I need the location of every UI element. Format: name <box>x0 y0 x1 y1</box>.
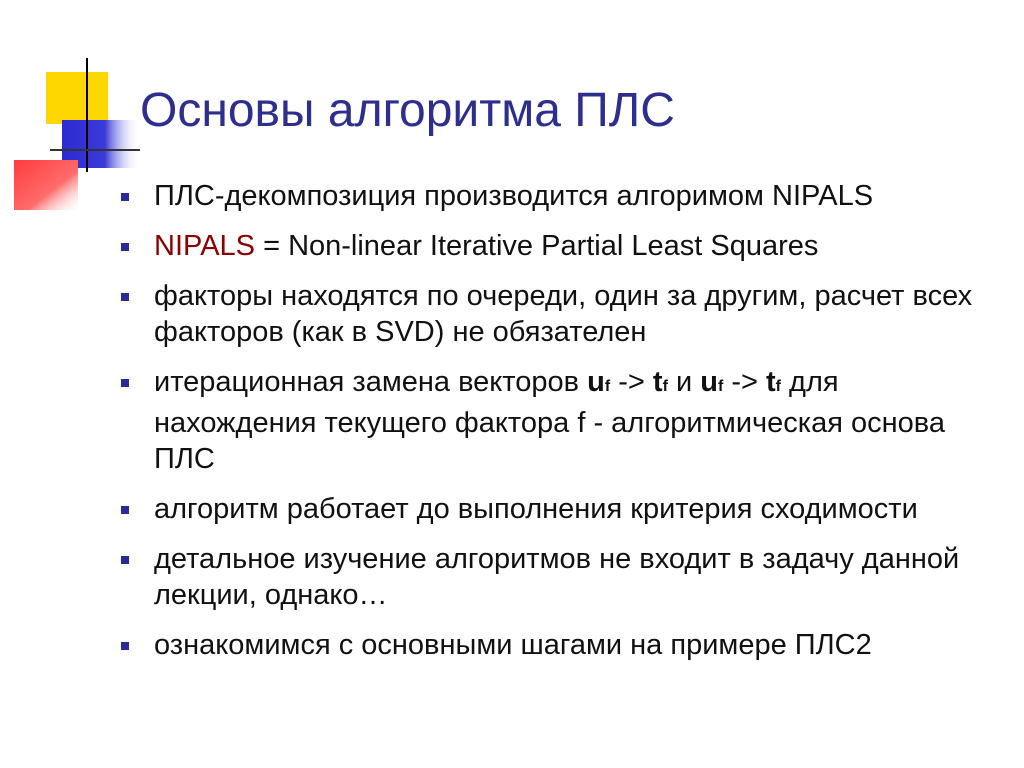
subscript-f: f <box>775 378 781 395</box>
subscript-f: f <box>604 378 611 395</box>
vector-u: u <box>700 366 718 398</box>
arrow-text: -> <box>723 366 766 398</box>
bullet-square-icon <box>121 506 129 514</box>
vector-t: t <box>652 366 663 398</box>
subscript-f: f <box>717 378 724 395</box>
bullet-text: итерационная замена векторов <box>154 366 588 398</box>
list-item <box>118 491 1008 527</box>
red-square <box>14 160 78 210</box>
list-item <box>118 364 1008 477</box>
vector-u: u <box>587 366 605 398</box>
slide-title: Основы алгоритма ПЛС <box>140 84 675 137</box>
bullet-text: ПЛС-декомпозиция производится алгоримом NIPALS <box>154 180 874 212</box>
list-item <box>118 541 1008 613</box>
arrow-text: -> <box>610 366 653 398</box>
bullet-text: алгоритм работает до выполнения критерия сходимости <box>154 493 918 525</box>
bullet-list <box>118 178 1008 677</box>
bullet-square-icon <box>121 642 129 650</box>
list-item <box>118 627 1008 663</box>
yellow-square <box>46 72 108 124</box>
bullet-text: = Non-linear Iterative Partial Least Squares <box>255 230 819 262</box>
subscript-f: f <box>662 378 668 395</box>
bullet-text: детальное изучение алгоритмов не входит в задачу данной лекции, однако… <box>154 543 960 611</box>
nipals-highlight: NIPALS <box>154 230 256 262</box>
vector-t: t <box>765 366 776 398</box>
bullet-square-icon <box>121 556 129 564</box>
and-text: и <box>667 366 701 398</box>
bullet-square-icon <box>121 193 129 201</box>
bullet-text: для нахождения текущего фактора f - алгоритмическая основа ПЛС <box>154 366 945 475</box>
list-item <box>118 278 1008 350</box>
bullet-text: ознакомимся с основными шагами на примере ПЛС2 <box>154 629 872 661</box>
list-item <box>118 228 1008 264</box>
bullet-square-icon <box>121 243 129 251</box>
bullet-square-icon <box>121 293 129 301</box>
list-item <box>118 178 1008 214</box>
bullet-text: факторы находятся по очереди, один за другим, расчет всех факторов (как в SVD) не обязателен <box>154 280 973 348</box>
bullet-square-icon <box>121 379 129 387</box>
